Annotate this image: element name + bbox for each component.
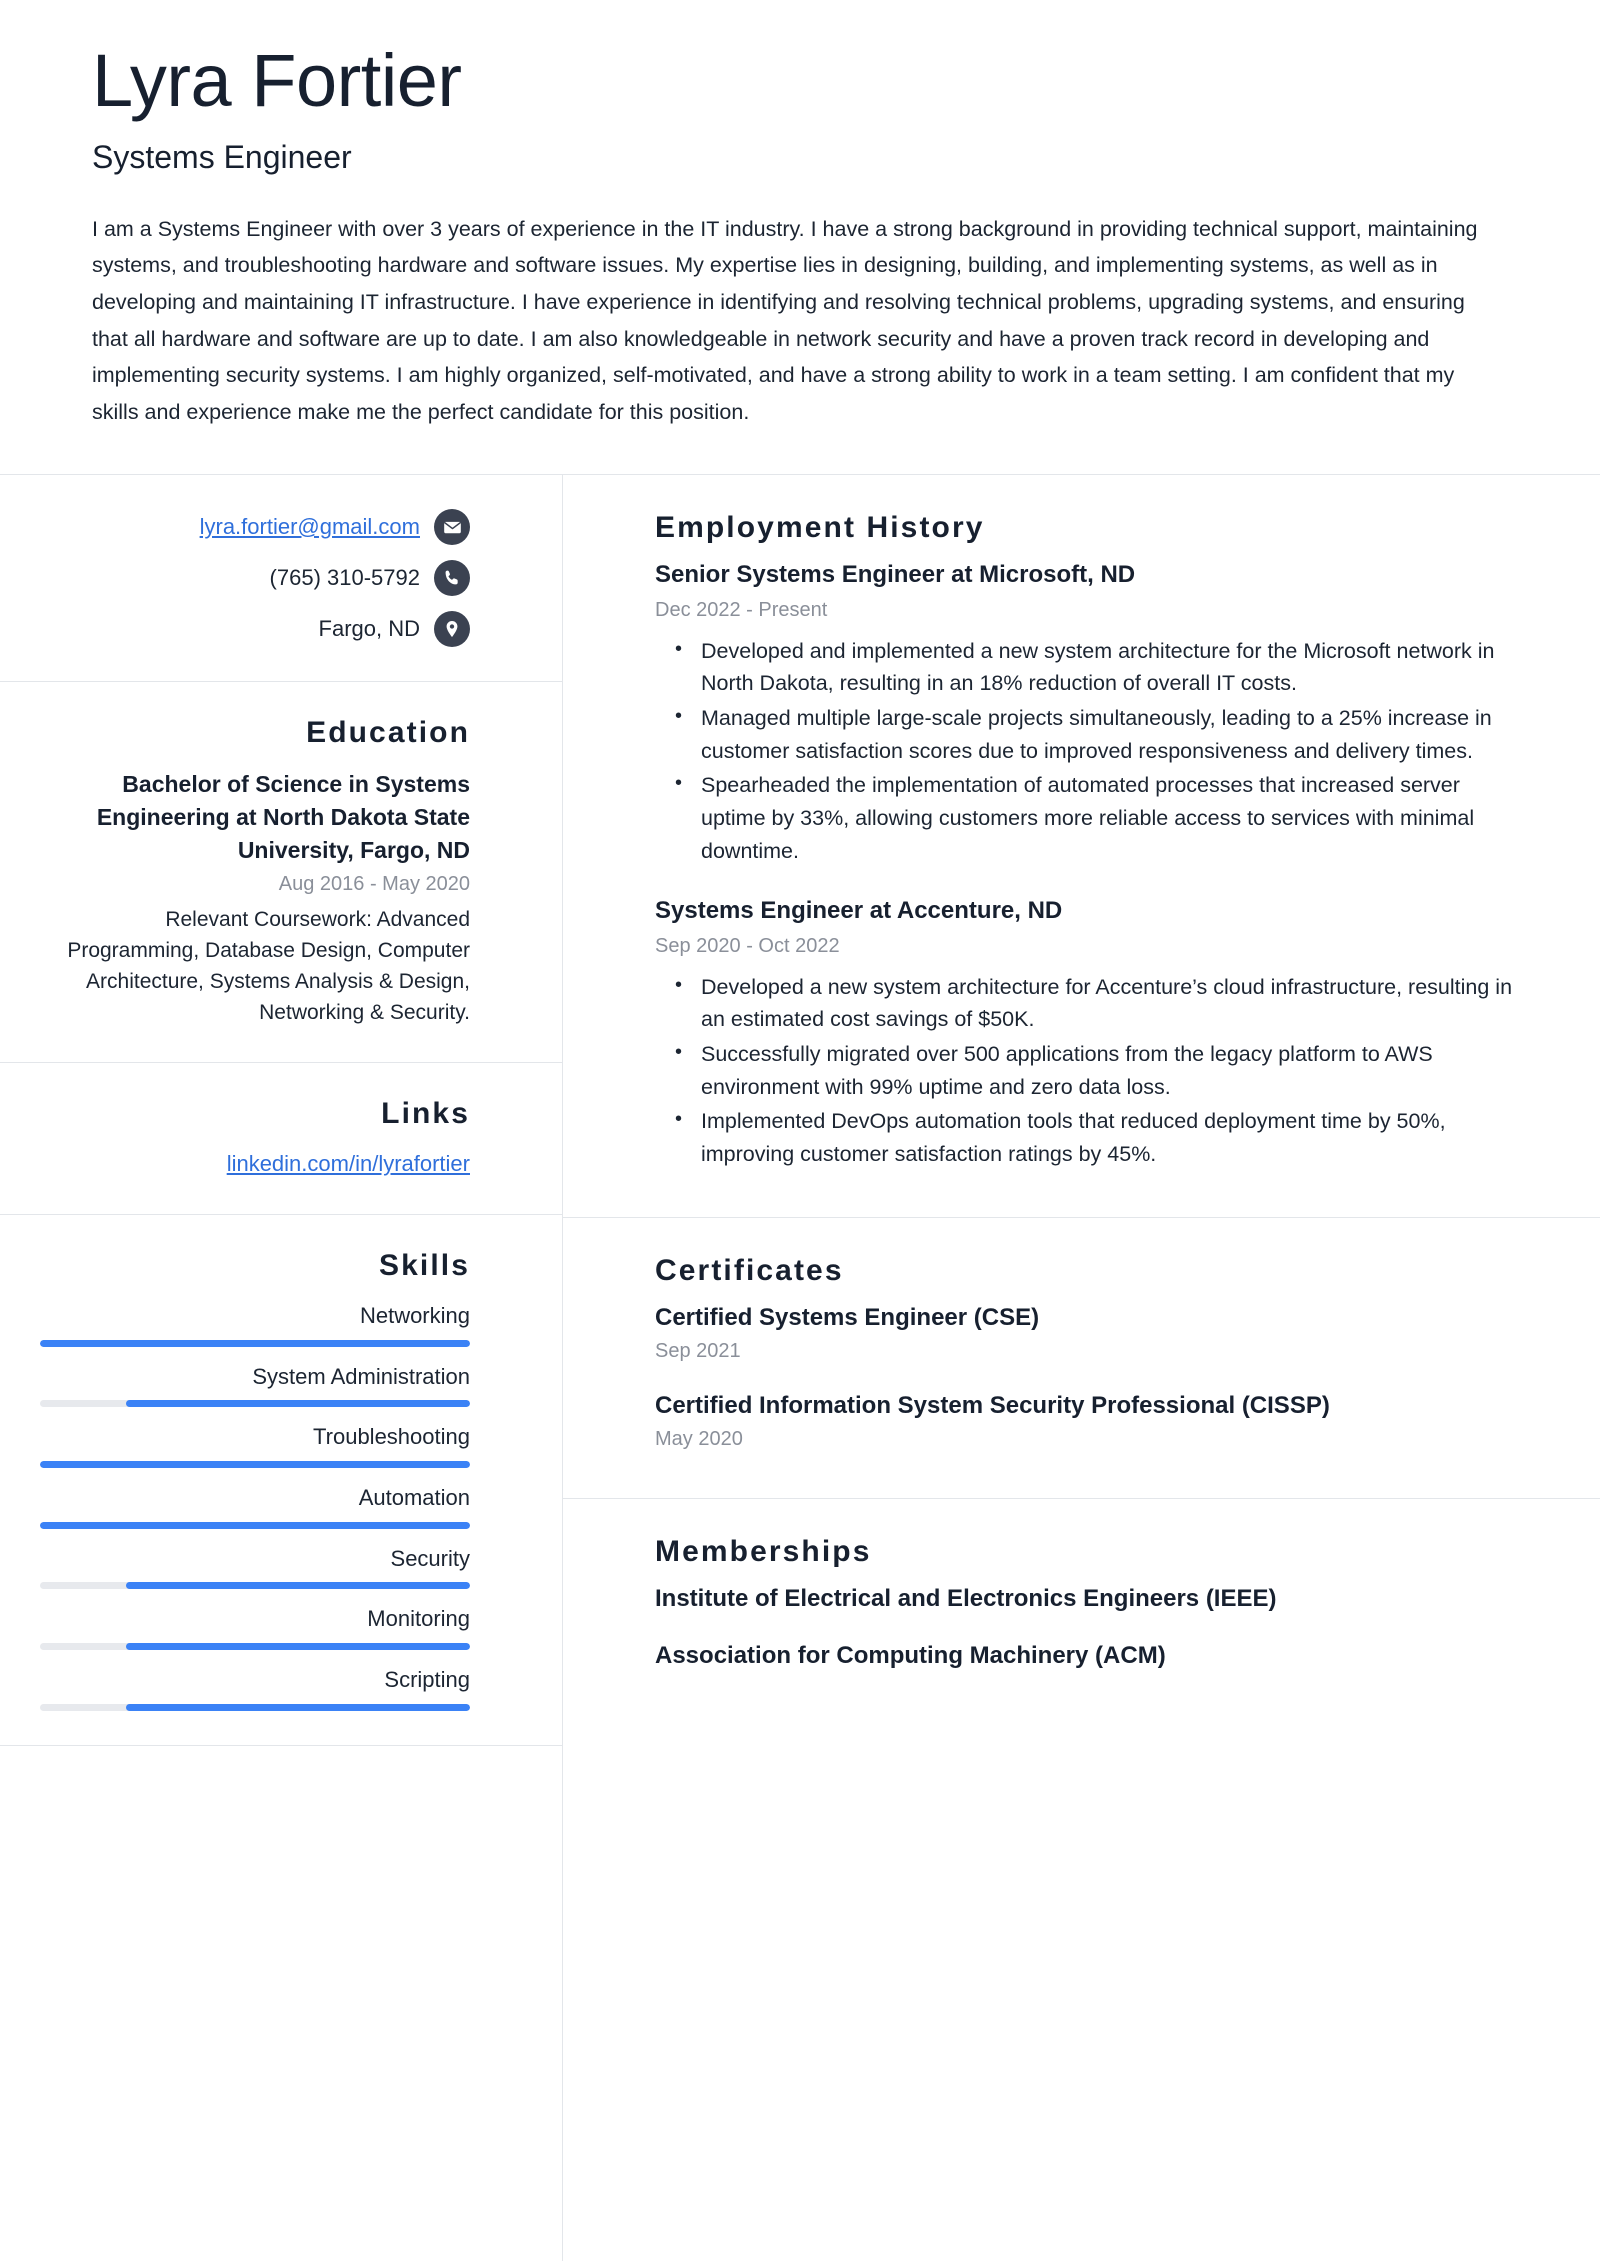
phone-number: (765) 310-5792 (269, 564, 420, 590)
skill-track (40, 1461, 470, 1468)
job-title: Senior Systems Engineer at Microsoft, ND (655, 561, 1136, 589)
employment-history-heading: Employment History (655, 511, 985, 545)
links-list (40, 1149, 470, 1180)
resume-header (0, 0, 1600, 474)
skill-fill (126, 1704, 470, 1711)
skill-track (40, 1643, 470, 1650)
sidebar-column (0, 475, 563, 2261)
skill-label: Troubleshooting (313, 1424, 470, 1450)
skill-item (40, 1483, 470, 1529)
membership-title: Institute of Electrical and Electronics Engineers (IEEE) (655, 1585, 1277, 1613)
skill-item (40, 1604, 470, 1650)
education-section (0, 682, 562, 1063)
memberships-heading: Memberships (655, 1535, 872, 1569)
skill-label: Security (390, 1545, 470, 1571)
job-bullet: • Developed a new system architecture for Accenture’s cloud infrastructure, resulting in an estimated cost savings of $50K. (701, 971, 1520, 1036)
skill-fill (40, 1461, 470, 1468)
education-heading: Education (306, 716, 470, 750)
skill-label: Networking (359, 1302, 470, 1328)
job-bullet: • Managed multiple large-scale projects simultaneously, leading to a 25% increase in customer satisfaction scores due to improved responsiveness and delivery times. (701, 702, 1520, 767)
job-bullet: • Developed and implemented a new system architecture for the Microsoft network in North Dakota, resulting in an 18% reduction of overall IT costs. (701, 635, 1520, 700)
map-pin-icon (434, 611, 470, 647)
skill-track (40, 1704, 470, 1711)
job-date: Sep 2020 - Oct 2022 (655, 934, 840, 957)
resume-body (0, 475, 1600, 2261)
links-section (0, 1063, 562, 1215)
skill-fill (126, 1582, 470, 1589)
contact-list (40, 509, 470, 647)
skill-item (40, 1665, 470, 1711)
skill-label: System Administration (252, 1363, 470, 1389)
memberships-section (563, 1499, 1600, 1716)
envelope-icon (434, 509, 470, 545)
contact-section (0, 475, 562, 682)
skill-label: Scripting (384, 1667, 470, 1693)
skill-fill (40, 1522, 470, 1529)
employment-history-section (563, 475, 1600, 1218)
membership-title: Association for Computing Machinery (ACM) (655, 1641, 1166, 1669)
contact-item-phone (270, 560, 470, 596)
certificate-entry (655, 1302, 1520, 1366)
skill-track (40, 1400, 470, 1407)
contact-item-location (319, 611, 470, 647)
job-title: Systems Engineer at Accenture, ND (655, 897, 1063, 925)
job-title-subtitle: Systems Engineer (92, 138, 352, 175)
sidebar-tail (0, 1746, 562, 2261)
skills-heading: Skills (379, 1248, 470, 1282)
links-heading: Links (381, 1097, 470, 1131)
contact-item-email[interactable] (200, 509, 470, 545)
certificates-heading: Certificates (655, 1253, 844, 1287)
job-date: Dec 2022 - Present (655, 598, 828, 621)
certificate-date: May 2020 (655, 1428, 743, 1451)
job-bullet: • Successfully migrated over 500 applications from the legacy platform to AWS environment with 99% uptime and zero data loss. (701, 1038, 1520, 1103)
certificate-title: Certified Systems Engineer (CSE) (655, 1303, 1040, 1331)
job-bullets (655, 635, 1520, 868)
location-text: Fargo, ND (318, 615, 420, 641)
skill-fill (126, 1400, 470, 1407)
skill-track (40, 1340, 470, 1347)
skill-label: Monitoring (367, 1606, 470, 1632)
email-link[interactable]: lyra.fortier@gmail.com (199, 513, 420, 539)
education-date: Aug 2016 - May 2020 (278, 872, 470, 895)
skill-track (40, 1522, 470, 1529)
job-bullet: • Spearheaded the implementation of automated processes that increased server uptime by 33%, allowing customers more reliable access to services with minimal downtime. (701, 769, 1520, 867)
membership-entry (655, 1583, 1520, 1615)
job-entry (655, 559, 1520, 867)
professional-summary: I am a Systems Engineer with over 3 years of experience in the IT industry. I have a strong background in providing technical support, maintaining systems, and troubleshooting hardware and software issues. My expertise lies in designing, building, and implementing systems, as well as in developing and maintaining IT infrastructure. I have experience in identifying and resolving technical problems, upgrading systems, and ensuring that all hardware and software are up to date. I am also knowledgeable in network security and have a proven track record in developing and implementing security systems. I am highly organized, self-motivated, and have a strong ability to work in a team setting. I am confident that my skills and experience make me the perfect candidate for this position. (92, 216, 1478, 424)
skill-fill (126, 1643, 470, 1650)
skills-list (40, 1301, 470, 1711)
skill-track (40, 1582, 470, 1589)
main-column (563, 475, 1600, 2261)
main-column-tail (563, 1716, 1600, 2261)
skill-item (40, 1362, 470, 1408)
education-description: Relevant Coursework: Advanced Programming, Database Design, Computer Architecture, Systems Analysis & Design, Networking & Security. (67, 907, 470, 1025)
skill-item (40, 1301, 470, 1347)
skill-fill (40, 1340, 470, 1347)
phone-icon (434, 560, 470, 596)
skills-section (0, 1215, 562, 1746)
certificate-title: Certified Information System Security Professional (CISSP) (655, 1392, 1330, 1420)
link-item-linkedin[interactable]: linkedin.com/in/lyrafortier (226, 1151, 470, 1177)
job-entry (655, 895, 1520, 1170)
membership-entry (655, 1640, 1520, 1672)
education-degree: Bachelor of Science in Systems Engineering at North Dakota State University, Fargo, ND (96, 771, 470, 863)
job-bullets (655, 971, 1520, 1171)
skill-label: Automation (358, 1484, 470, 1510)
skill-item (40, 1544, 470, 1590)
job-bullet: • Implemented DevOps automation tools that reduced deployment time by 50%, improving customer satisfaction ratings by 45%. (701, 1105, 1520, 1170)
certificates-section (563, 1218, 1600, 1500)
page-title: Lyra Fortier (92, 39, 462, 122)
certificate-date: Sep 2021 (655, 1340, 741, 1363)
certificate-entry (655, 1390, 1520, 1454)
skill-item (40, 1422, 470, 1468)
